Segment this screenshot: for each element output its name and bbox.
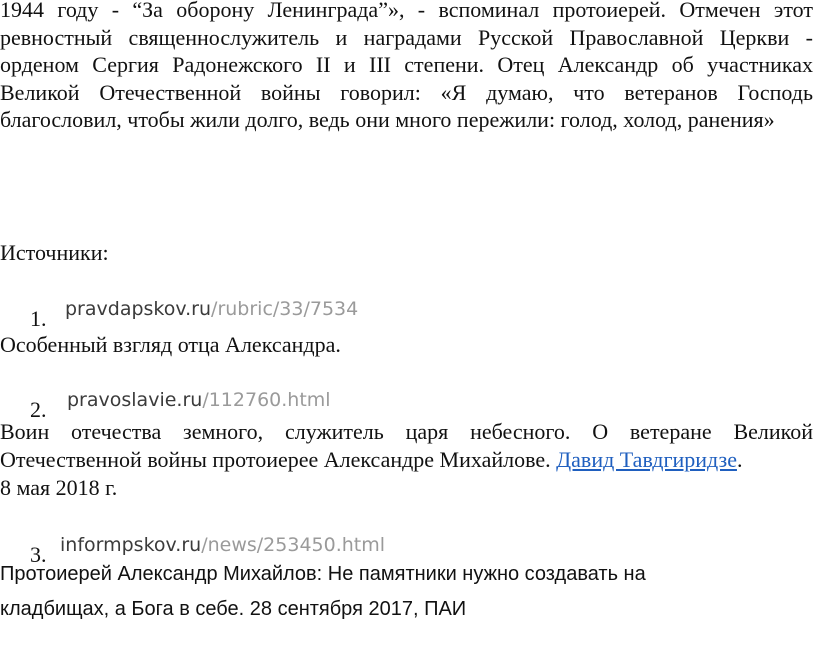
sources-heading: Источники: [0, 240, 109, 265]
source-3-url-domain: informpskov.ru [60, 534, 202, 556]
source-1-url[interactable] [65, 298, 358, 320]
source-3-description-line2: кладбищах, а Бога в себе. 28 сентября 2017, ПАИ [0, 598, 467, 620]
source-3-url[interactable] [60, 534, 385, 556]
source-3-description-line1: Протоиерей Александр Михайлов: Не памятники нужно создавать на [0, 563, 646, 585]
source-2-date: 8 мая 2018 г. [0, 475, 118, 500]
source-2-url-path: /112760.html [202, 389, 331, 411]
source-2-period: . [736, 447, 743, 472]
source-2-description [0, 418, 813, 502]
source-3-url-path: /news/253450.html [201, 534, 386, 556]
source-2-url-domain: pravoslavie.ru [67, 389, 203, 411]
source-3-number: 3. [30, 542, 47, 567]
source-1-description: Особенный взгляд отца Александра. [0, 332, 341, 357]
source-1-url-domain: pravdapskov.ru [65, 298, 212, 320]
source-1-url-path: /rubric/33/7534 [211, 298, 359, 320]
source-1-number: 1. [30, 306, 47, 331]
intro-paragraph: 1944 году - “За оборону Ленинграда”», - вспоминал протоиерей. Отмечен этот ревностный священнослужитель и наградами Русской Православной Церкви - орденом Сергия Радонежского II и III степени. Отец Александр об участниках Великой Отечественной войны говорил: «Я думаю, что ветеранов Господь благословил, чтобы жили долго, ведь они много пережили: голод, холод, ранения» [0, 0, 813, 133]
source-2-title: Воин отечества земного, служитель царя небесного. О ветеране Великой Отечественной войны протоиерее Александре Михайлове. [0, 419, 813, 472]
source-2-author-link[interactable]: Давид Тавдгиридзе [556, 447, 737, 472]
source-2-number: 2. [30, 397, 47, 422]
source-2-url[interactable] [67, 389, 331, 411]
